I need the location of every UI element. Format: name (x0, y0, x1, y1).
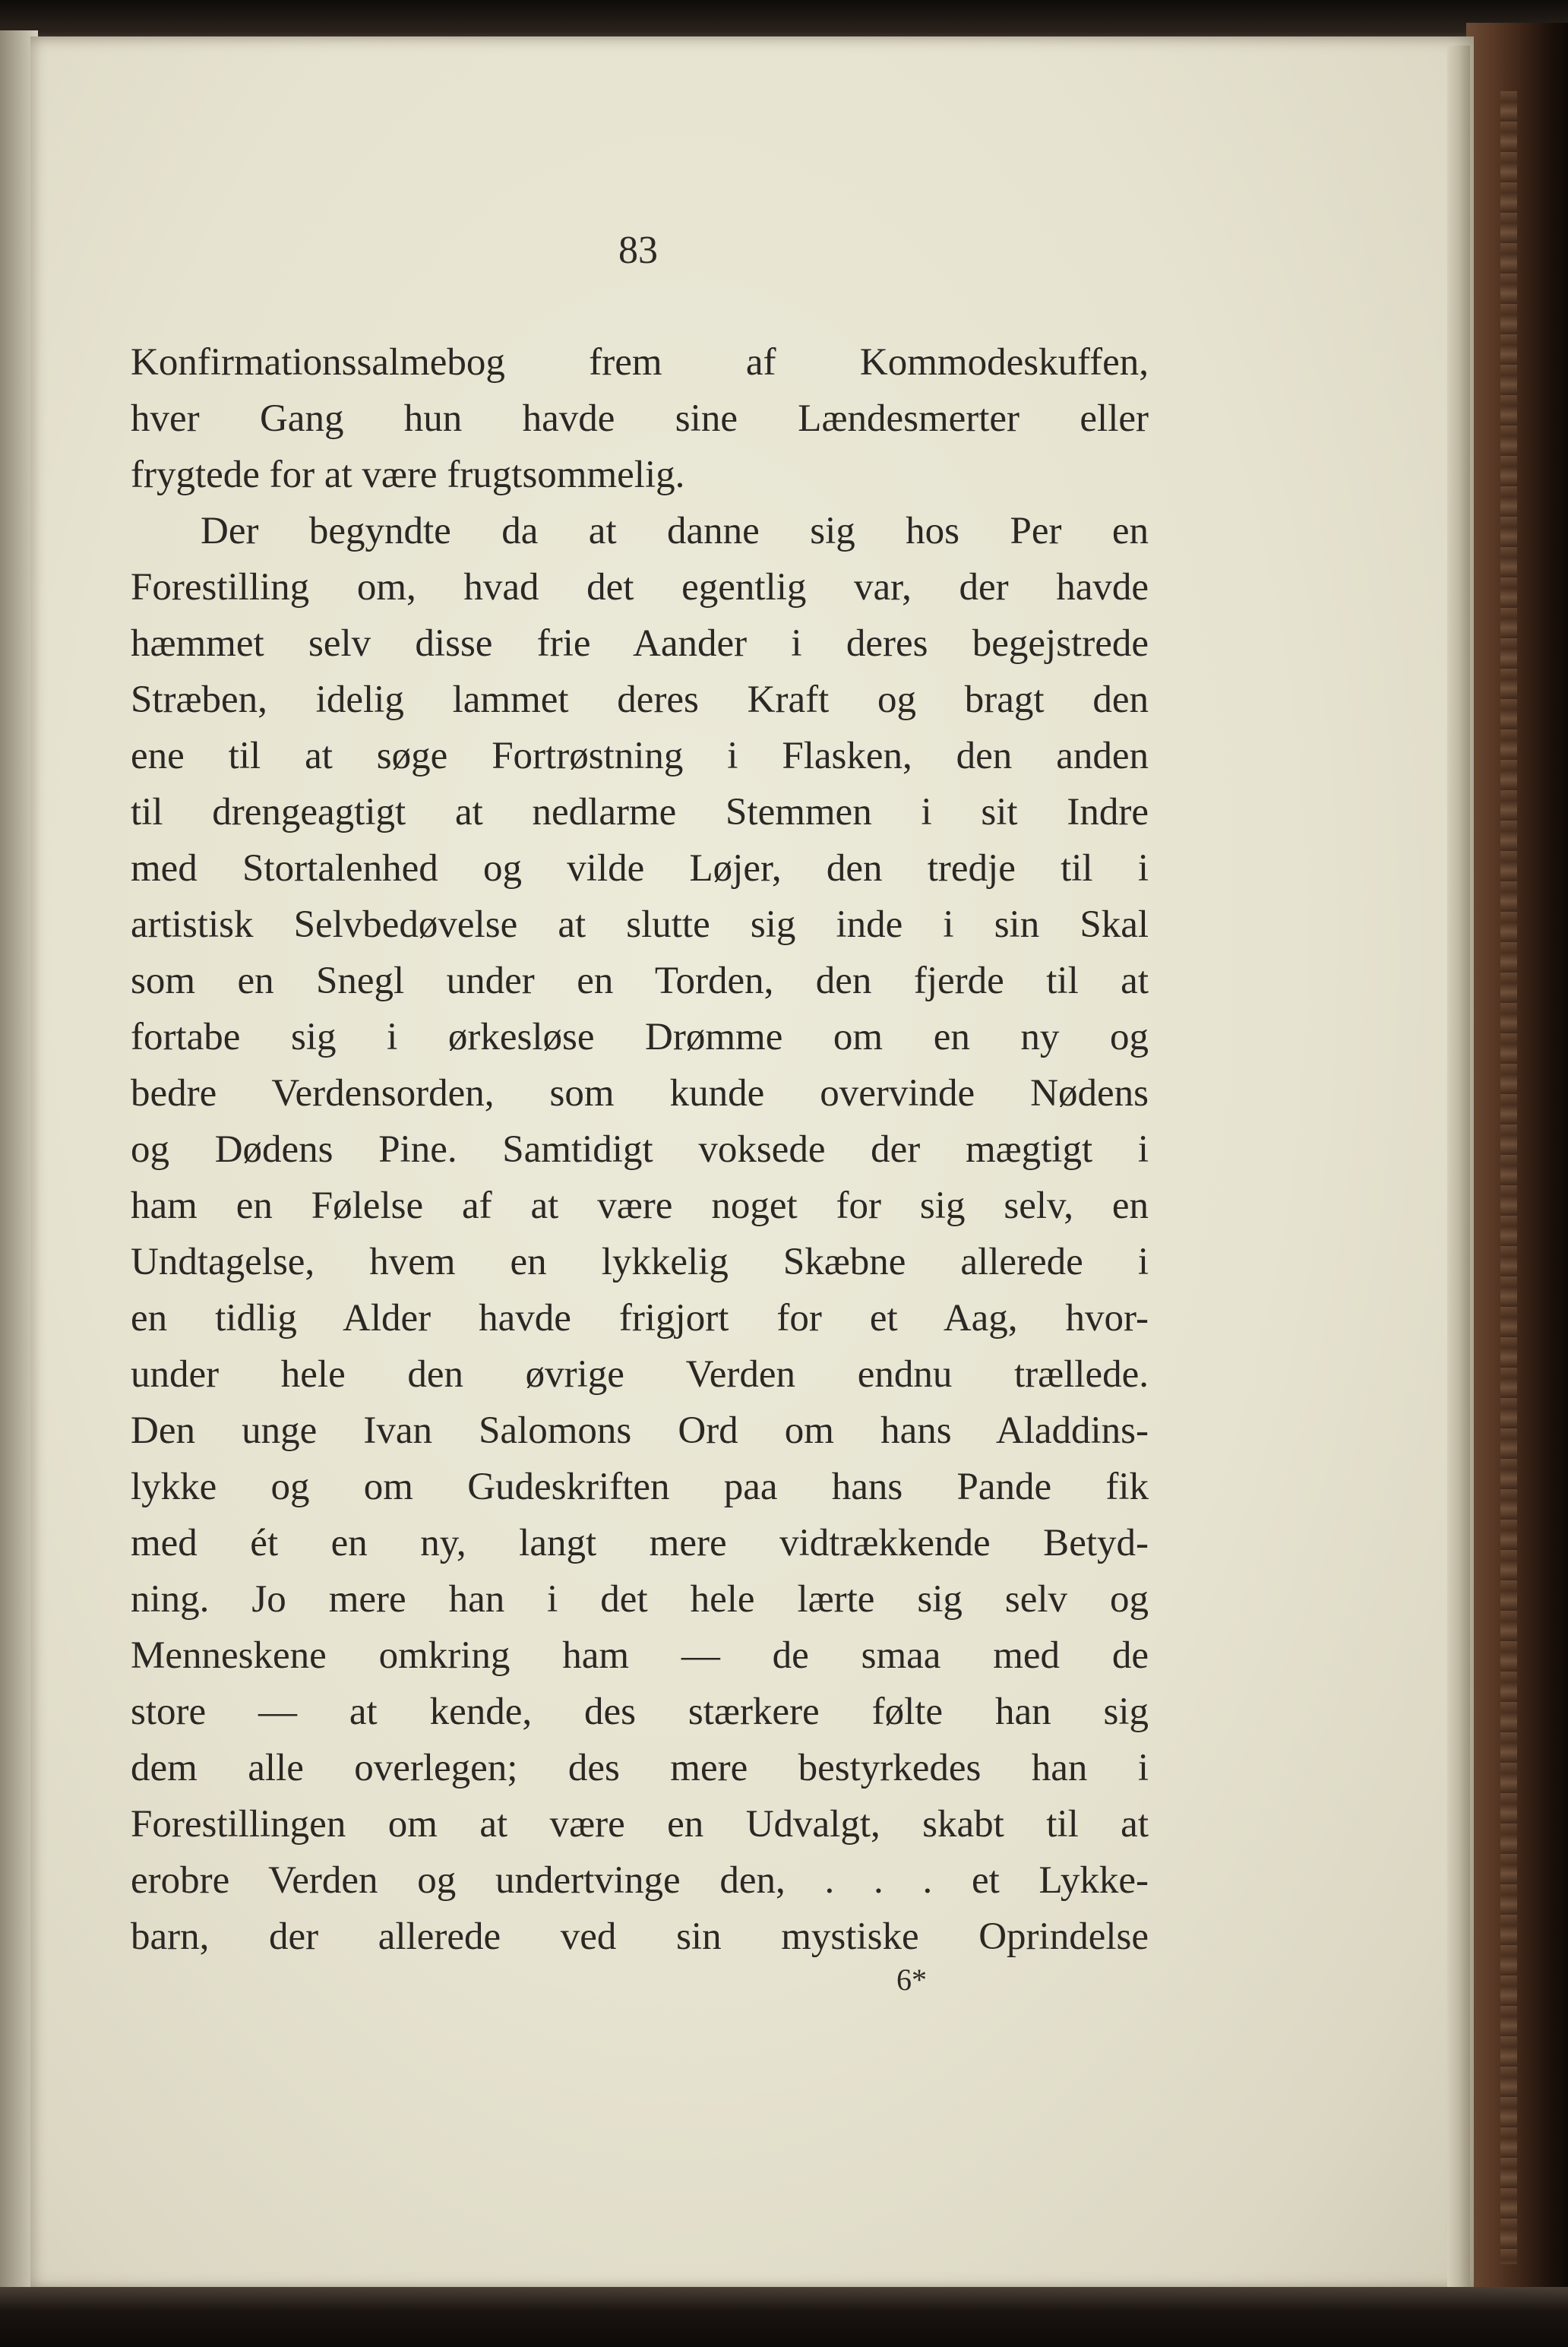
body-text (131, 334, 1149, 1965)
text-line: hver Gang hun havde sine Lændesmerter eller (131, 397, 1149, 440)
book-cover-edge (1466, 23, 1568, 2317)
text-line: Den unge Ivan Salomons Ord om hans Aladdins- (131, 1409, 1149, 1452)
text-line: med Stortalenhed og vilde Løjer, den tredje til i (131, 847, 1149, 890)
page-number: 83 (618, 229, 658, 272)
text-line: til drengeagtigt at nedlarme Stemmen i sit Indre (131, 791, 1149, 833)
text-line: dem alle overlegen; des mere bestyrkedes han i (131, 1747, 1149, 1789)
text-line: fortabe sig i ørkesløse Drømme om en ny og (131, 1016, 1149, 1058)
text-line: under hele den øvrige Verden endnu trællede. (131, 1353, 1149, 1396)
text-line: lykke og om Gudeskriften paa hans Pande fik (131, 1466, 1149, 1508)
text-line: ning. Jo mere han i det hele lærte sig selv og (131, 1578, 1149, 1621)
text-line: frygtede for at være frugtsommelig. (131, 454, 685, 496)
text-line: artistisk Selvbedøvelse at slutte sig inde i sin Skal (131, 903, 1149, 946)
text-line: Forestilling om, hvad det egentlig var, der havde (131, 566, 1149, 609)
text-line: erobre Verden og undertvinge den, . . . et Lykke- (131, 1859, 1149, 1902)
text-line: store — at kende, des stærkere følte han sig (131, 1691, 1149, 1733)
text-line: bedre Verdensorden, som kunde overvinde Nødens (131, 1072, 1149, 1115)
text-line: Undtagelse, hvem en lykkelig Skæbne allerede i (131, 1241, 1149, 1283)
text-line: Forestillingen om at være en Udvalgt, skabt til at (131, 1803, 1149, 1846)
page-edge (1447, 46, 1470, 2287)
scan-bottom-border (0, 2287, 1568, 2347)
text-line: ene til at søge Fortrøstning i Flasken, den anden (131, 735, 1149, 777)
text-line: Konfirmationssalmebog frem af Kommodeskuffen, (131, 341, 1149, 384)
cover-wear-texture (1500, 91, 1517, 2264)
text-line: en tidlig Alder havde frigjort for et Aag, hvor- (131, 1297, 1149, 1340)
signature-mark: 6* (896, 1963, 927, 1997)
text-line: ham en Følelse af at være noget for sig selv, en (131, 1185, 1149, 1227)
text-line: Der begyndte da at danne sig hos Per en (201, 510, 1149, 552)
text-line: barn, der allerede ved sin mystiske Oprindelse (131, 1915, 1149, 1958)
text-line: som en Snegl under en Torden, den fjerde til at (131, 960, 1149, 1002)
text-line: hæmmet selv disse frie Aander i deres begejstrede (131, 622, 1149, 665)
text-line: med ét en ny, langt mere vidtrækkende Betyd- (131, 1522, 1149, 1564)
text-line: Stræben, idelig lammet deres Kraft og bragt den (131, 678, 1149, 721)
text-line: Menneskene omkring ham — de smaa med de (131, 1634, 1149, 1677)
text-line: og Dødens Pine. Samtidigt voksede der mægtigt i (131, 1128, 1149, 1171)
